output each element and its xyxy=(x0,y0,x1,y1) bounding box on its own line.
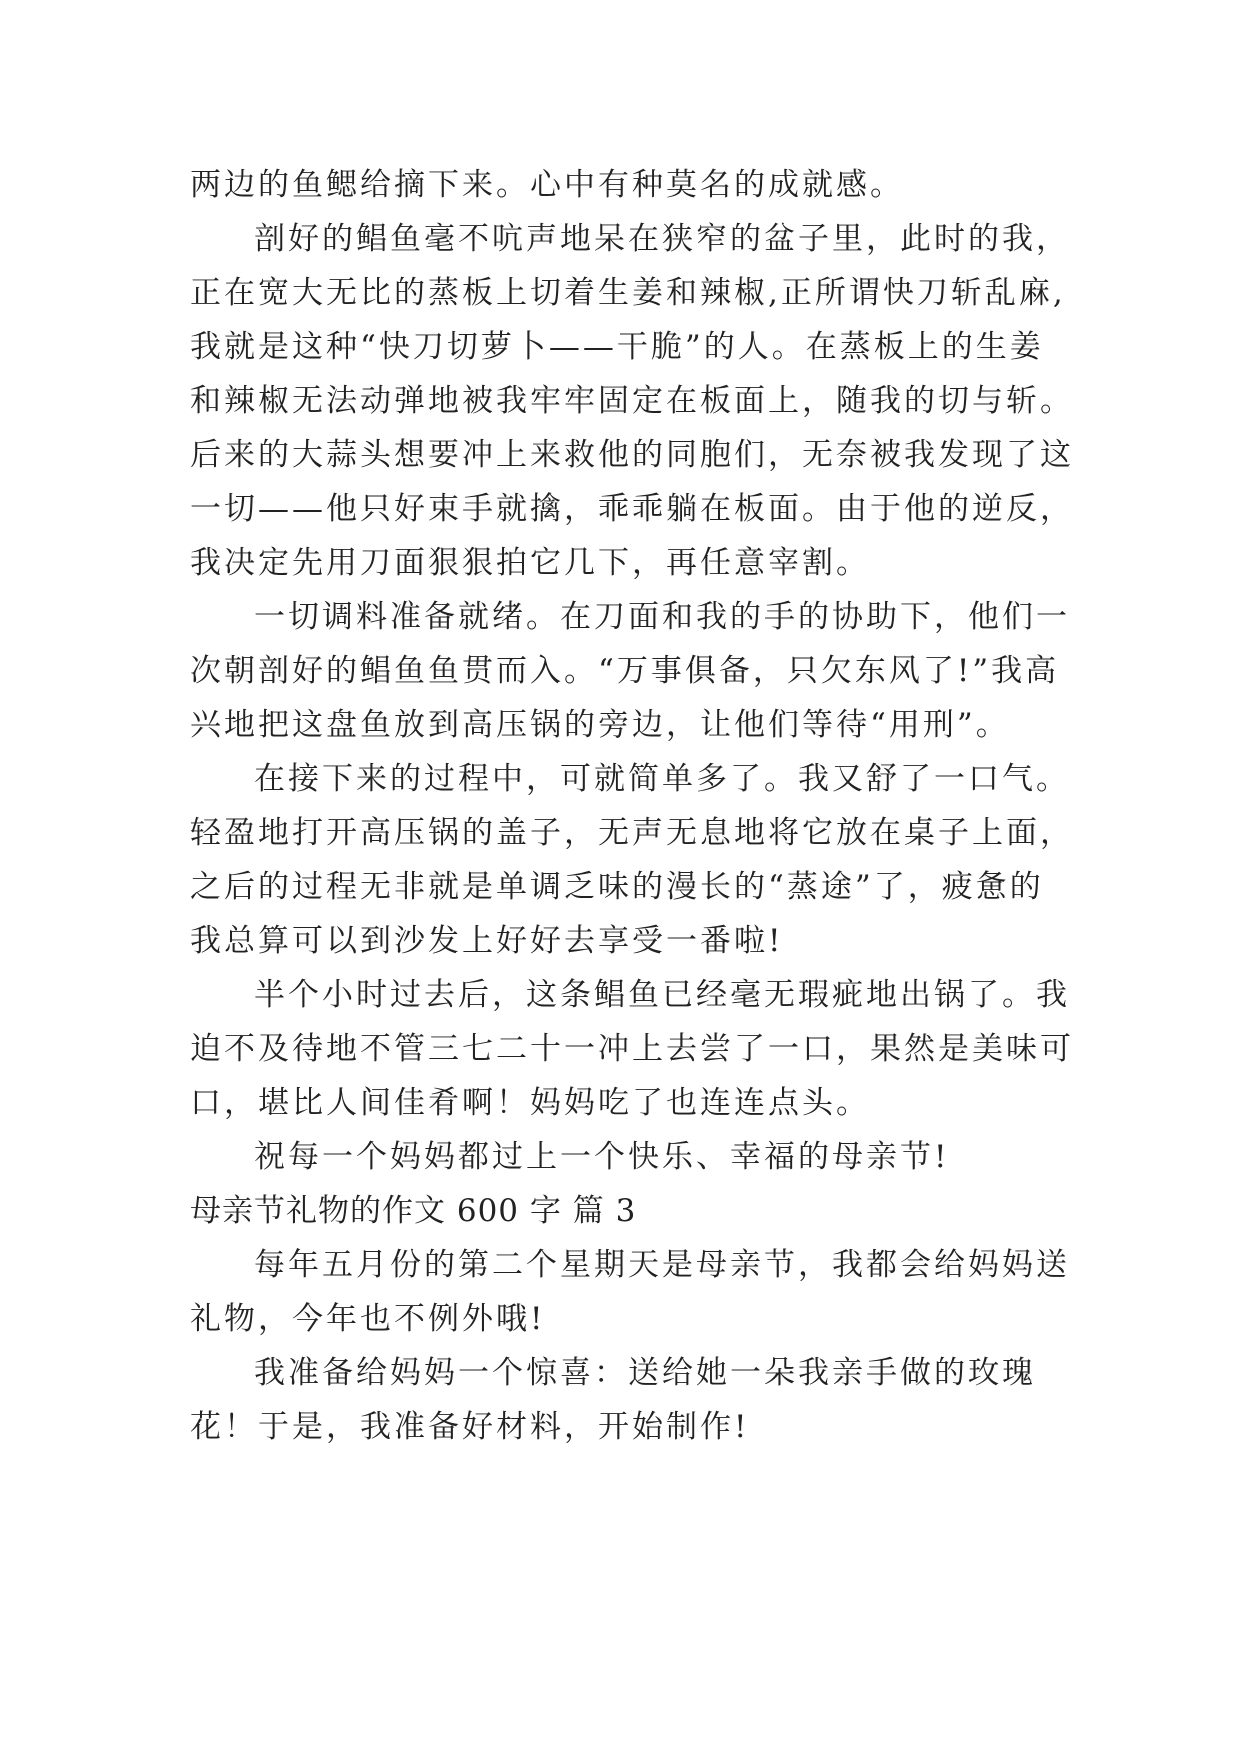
text-line: 正在宽大无比的蒸板上切着生姜和辣椒,正所谓快刀斩乱麻, xyxy=(190,275,1066,311)
text-line: 我准备给妈妈一个惊喜：送给她一朵我亲手做的玫瑰 xyxy=(254,1355,1036,1391)
text-line: 半个小时过去后，这条鲳鱼已经毫无瑕疵地出锅了。我 xyxy=(254,977,1070,1013)
text-line: 和辣椒无法动弹地被我牢牢固定在板面上，随我的切与斩。 xyxy=(190,383,1074,419)
text-line: 一切——他只好束手就擒，乖乖躺在板面。由于他的逆反， xyxy=(190,491,1074,527)
text-line: 祝每一个妈妈都过上一个快乐、幸福的母亲节! xyxy=(254,1139,950,1175)
text-line: 我就是这种“快刀切萝卜——干脆”的人。在蒸板上的生姜 xyxy=(190,329,1044,365)
text-line: 口，堪比人间佳肴啊！妈妈吃了也连连点头。 xyxy=(190,1085,870,1121)
text-line: 每年五月份的第二个星期天是母亲节，我都会给妈妈送 xyxy=(254,1247,1070,1283)
text-line: 礼物，今年也不例外哦! xyxy=(190,1301,546,1337)
text-line: 轻盈地打开高压锅的盖子，无声无息地将它放在桌子上面， xyxy=(190,815,1074,851)
text-line: 之后的过程无非就是单调乏味的漫长的“蒸途”了，疲惫的 xyxy=(190,869,1044,905)
text-line: 两边的鱼鳃给摘下来。心中有种莫名的成就感。 xyxy=(190,167,904,203)
document-body xyxy=(190,158,1074,1454)
text-line: 我决定先用刀面狠狠拍它几下，再任意宰割。 xyxy=(190,545,870,581)
text-line: 迫不及待地不管三七二十一冲上去尝了一口，果然是美味可 xyxy=(190,1031,1074,1067)
text-line: 一切调料准备就绪。在刀面和我的手的协助下，他们一 xyxy=(254,599,1070,635)
text-line: 兴地把这盘鱼放到高压锅的旁边，让他们等待“用刑”。 xyxy=(190,707,1010,743)
text-line: 剖好的鲳鱼毫不吭声地呆在狭窄的盆子里，此时的我， xyxy=(254,221,1070,257)
text-line: 我总算可以到沙发上好好去享受一番啦! xyxy=(190,923,784,959)
text-line: 在接下来的过程中，可就简单多了。我又舒了一口气。 xyxy=(254,761,1070,797)
text-line: 后来的大蒜头想要冲上来救他的同胞们，无奈被我发现了这 xyxy=(190,437,1074,473)
text-line: 花！于是，我准备好材料，开始制作! xyxy=(190,1409,750,1445)
section-heading: 母亲节礼物的作文 600 字 篇 3 xyxy=(190,1193,637,1229)
text-line: 次朝剖好的鲳鱼鱼贯而入。“万事俱备，只欠东风了!”我高 xyxy=(190,653,1060,689)
